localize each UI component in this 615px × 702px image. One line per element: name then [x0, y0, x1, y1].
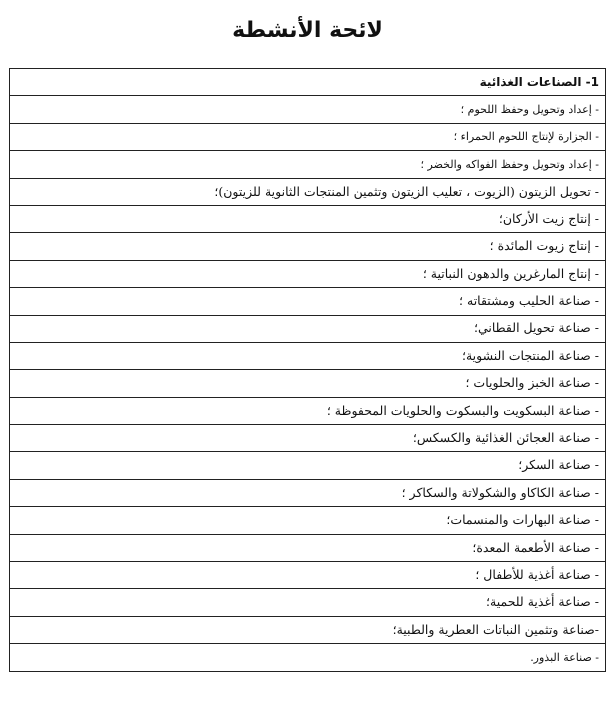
table-row: [10, 123, 606, 150]
table-row: [10, 534, 606, 561]
table-row: [10, 507, 606, 534]
activity-item: -صناعة وتثمين النباتات العطرية والطبية؛: [10, 616, 606, 643]
table-row: [10, 644, 606, 671]
table-row: [10, 616, 606, 643]
table-row: [10, 370, 606, 397]
table-row: [10, 397, 606, 424]
activity-item: - صناعة البهارات والمنسمات؛: [10, 507, 606, 534]
table-row: [10, 96, 606, 123]
activity-item: - إعداد وتحويل وحفظ اللحوم ؛: [10, 96, 606, 123]
activity-item: - صناعة البسكويت والبسكوت والحلويات المحفوظة ؛: [10, 397, 606, 424]
table-row: [10, 288, 606, 315]
table-row-section: [10, 69, 606, 96]
activity-item: - صناعة أغذية للحمية؛: [10, 589, 606, 616]
table-row: [10, 452, 606, 479]
activity-item: - صناعة الخبز والحلويات ؛: [10, 370, 606, 397]
table-row: [10, 151, 606, 178]
activity-item: - صناعة تحويل القطاني؛: [10, 315, 606, 342]
table-row: [10, 205, 606, 232]
table-row: [10, 479, 606, 506]
activity-item: - الجزارة لإنتاج اللحوم الحمراء ؛: [10, 123, 606, 150]
activity-item: - صناعة الكاكاو والشكولاتة والسكاكر ؛: [10, 479, 606, 506]
page-title: لائحة الأنشطة: [232, 18, 383, 43]
activity-item: - صناعة الأطعمة المعدة؛: [10, 534, 606, 561]
activity-item: - صناعة البذور.: [10, 644, 606, 671]
table-row: [10, 562, 606, 589]
activity-item: - إنتاج زيت الأركان؛: [10, 205, 606, 232]
section-heading: 1- الصناعات الغذائية: [10, 69, 606, 96]
activity-item: - صناعة أغذية للأطفال ؛: [10, 562, 606, 589]
table-row: [10, 425, 606, 452]
table-row: [10, 178, 606, 205]
table-row: [10, 342, 606, 369]
activity-item: - تحويل الزيتون (الزيوت ، تعليب الزيتون وتثمين المنتجات الثانوية للزيتون)؛: [10, 178, 606, 205]
table-row: [10, 589, 606, 616]
activity-item: - صناعة المنتجات النشوية؛: [10, 342, 606, 369]
activity-item: - صناعة الحليب ومشتقاته ؛: [10, 288, 606, 315]
activity-item: - صناعة السكر؛: [10, 452, 606, 479]
activities-table: [9, 68, 606, 672]
table-row: [10, 260, 606, 287]
activity-item: - إنتاج المارغرين والدهون النباتية ؛: [10, 260, 606, 287]
activity-item: - صناعة العجائن الغذائية والكسكس؛: [10, 425, 606, 452]
table-row: [10, 233, 606, 260]
activity-item: - إنتاج زيوت المائدة ؛: [10, 233, 606, 260]
table-row: [10, 315, 606, 342]
activity-item: - إعداد وتحويل وحفظ الفواكه والخضر ؛: [10, 151, 606, 178]
